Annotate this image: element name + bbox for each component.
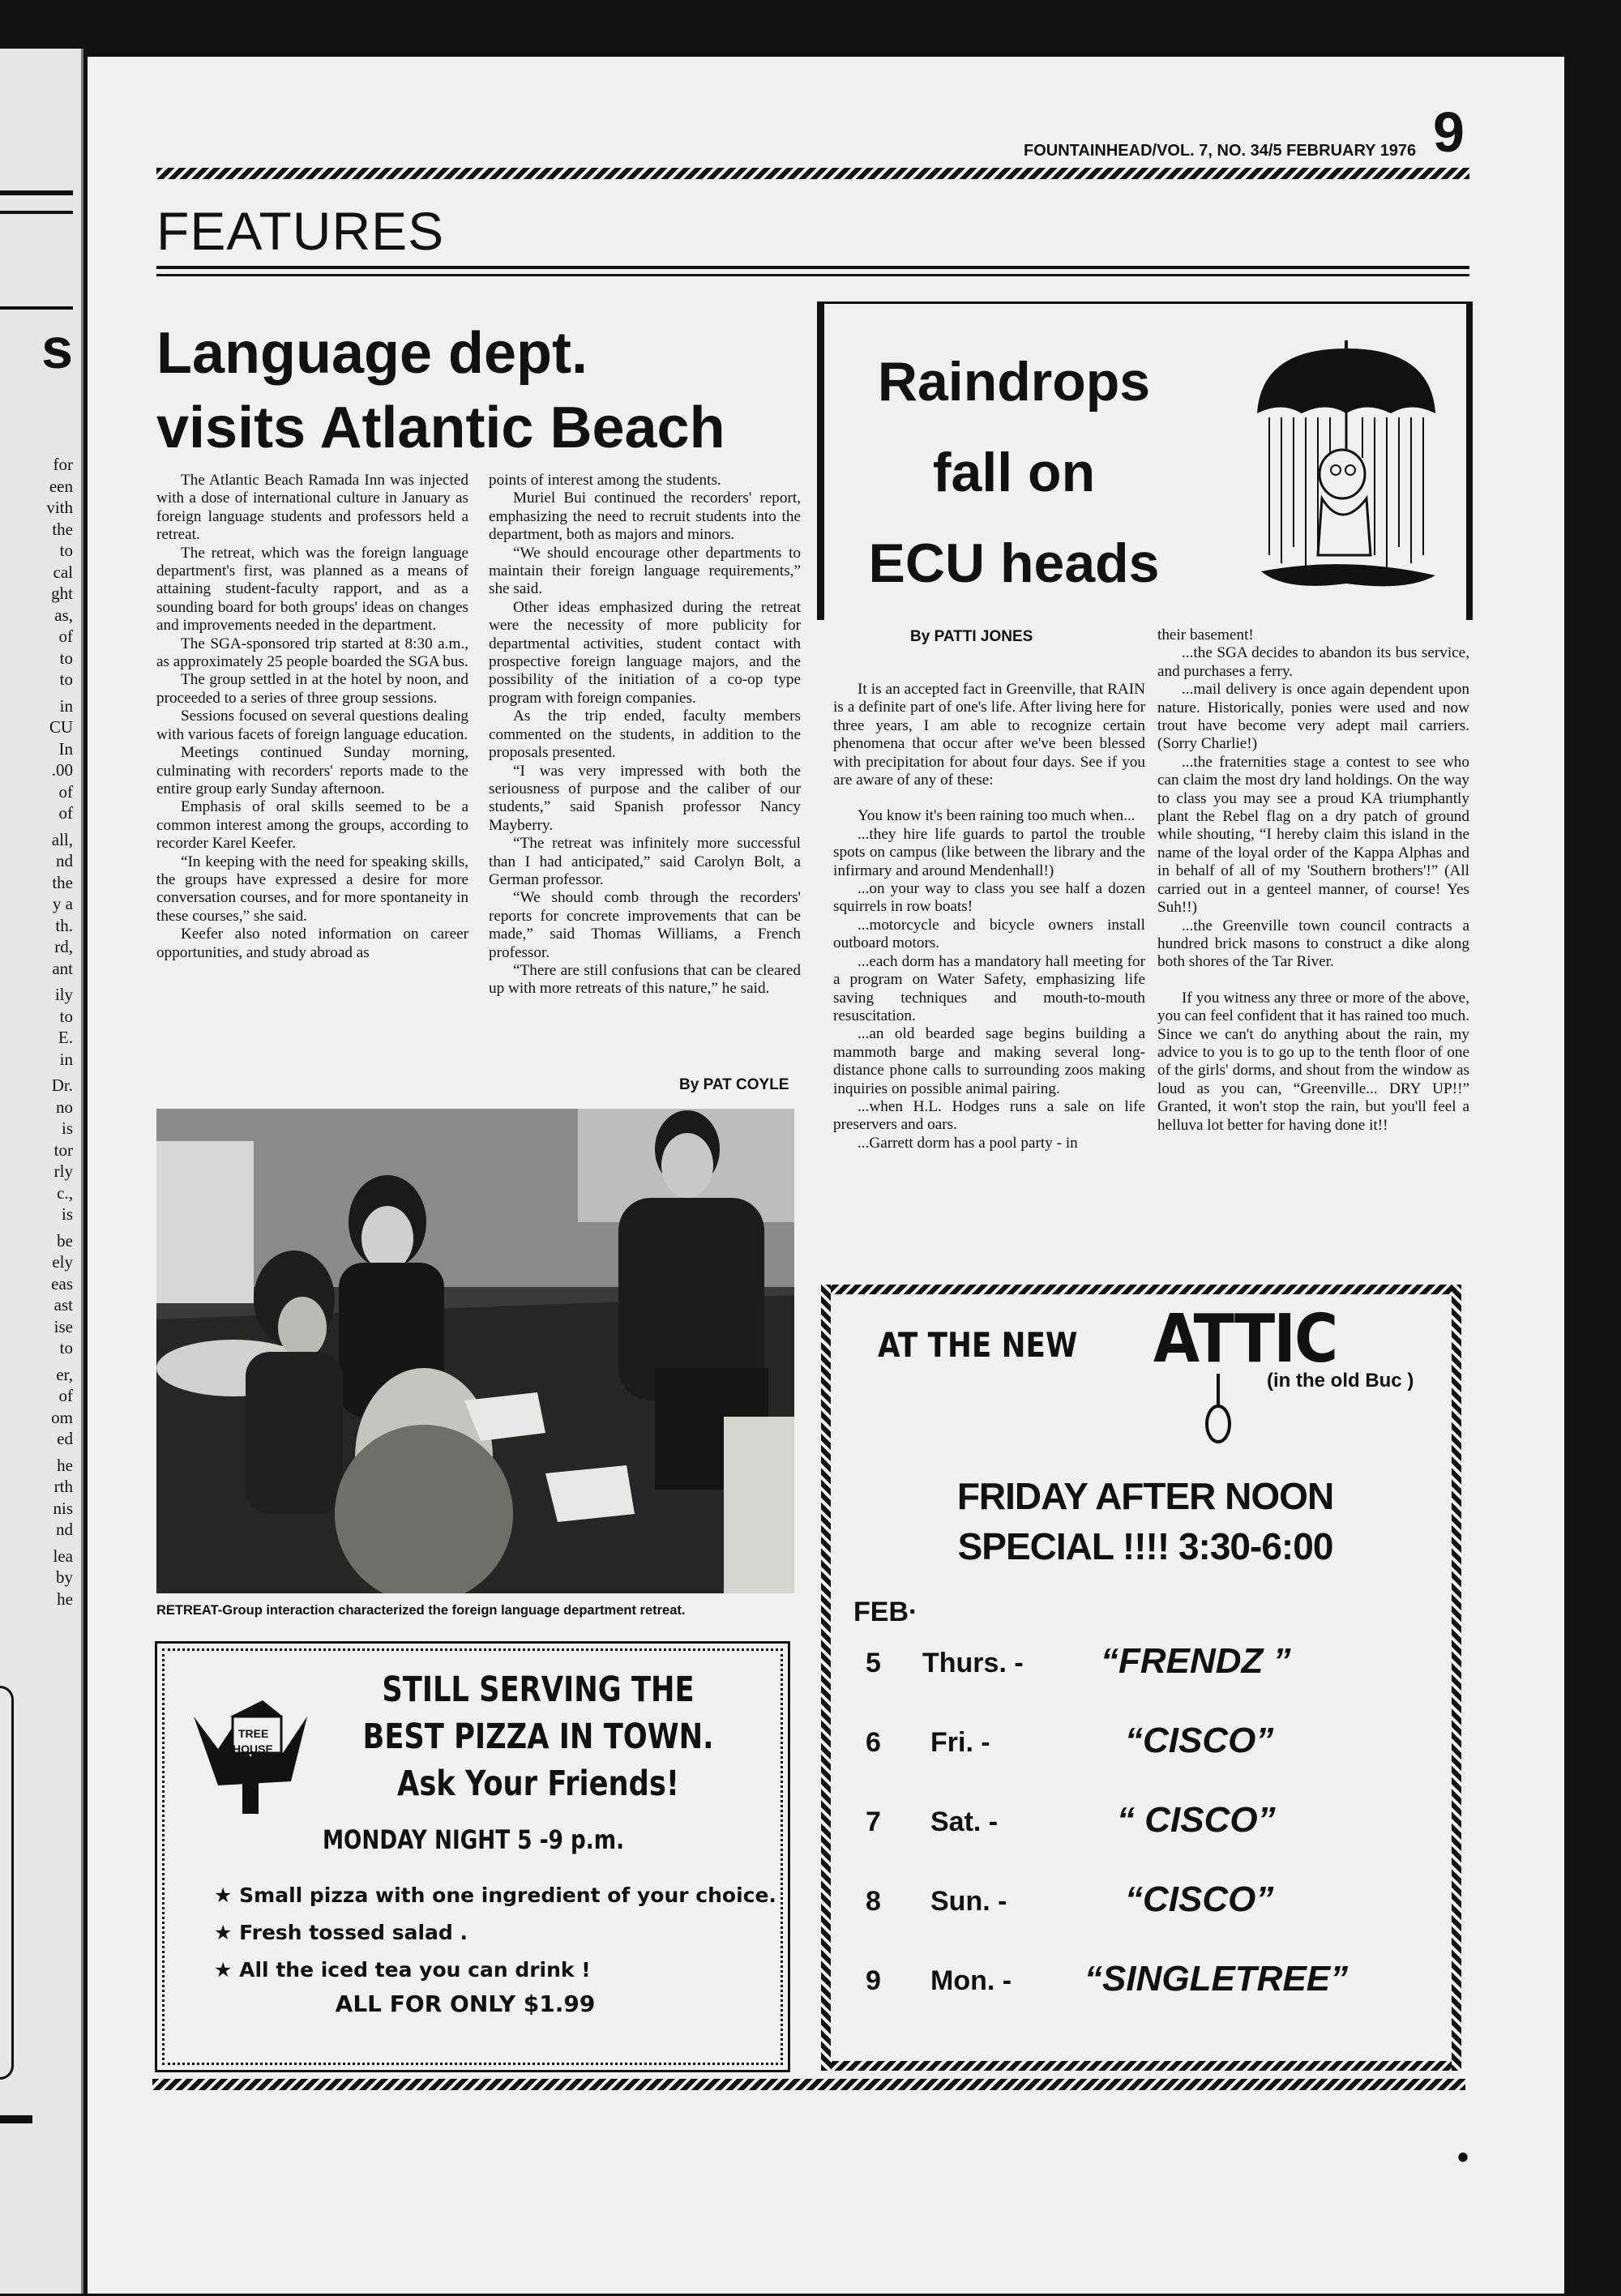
article2-byline: By PATTI JONES <box>910 628 1033 645</box>
prev-page-fragment: the <box>52 872 73 892</box>
pizza-ad-subhead: MONDAY NIGHT 5 -9 p.m. <box>322 1824 625 1855</box>
prev-page-fragment: nd <box>56 851 73 870</box>
prev-page-fragment: ast <box>53 1295 73 1315</box>
prev-page-rule <box>0 211 73 214</box>
attic-ad <box>821 1285 1461 2071</box>
schedule-day: 9 <box>866 1965 881 1996</box>
pizza-ad-item-text: Small pizza with one ingredient of your choice. <box>239 1883 776 1907</box>
tree-house-logo-text-top: TREE <box>238 1727 269 1740</box>
headline-line: Raindrops <box>877 351 1151 413</box>
prev-page-fragment: .00 <box>51 760 73 780</box>
pizza-ad-item-text: All the iced tea you can drink ! <box>239 1958 591 1982</box>
paragraph: The SGA-sponsored trip started at 8:30 a.m., as approximately 25 people boarded the SGA bus. <box>156 635 468 671</box>
prev-page-fragment: ed <box>57 1429 73 1448</box>
retreat-photo <box>156 1109 794 1593</box>
raindrops-headline <box>844 336 1184 609</box>
attic-ad-intro: AT THE NEW <box>878 1325 1078 1365</box>
paragraph: their basement! <box>1157 626 1254 643</box>
pizza-ad-item-text: Fresh tossed salad . <box>239 1921 468 1944</box>
prev-page-fragment: lea <box>53 1546 73 1566</box>
prev-page-fragment: to <box>59 1006 73 1026</box>
paragraph: You know it's been raining too much when... <box>858 807 1136 825</box>
paragraph: Emphasis of oral skills seemed to be a common interest among the groups, according to recorder Karel Keefer. <box>156 798 468 853</box>
prev-page-fragment: ant <box>52 958 73 978</box>
prev-page-fragment: tor <box>53 1139 73 1160</box>
prev-page-fragment: for <box>53 455 73 474</box>
page-number: 9 <box>1433 100 1465 164</box>
attic-ad-border-bottom <box>821 2061 1461 2071</box>
prev-page-fragment: th. <box>55 915 73 935</box>
paragraph: Muriel Bui continued the recorders' report, emphasizing the need to recruit students into the department, both as majors and minors. <box>489 490 801 544</box>
schedule-weekday: Thurs. - <box>922 1648 1024 1678</box>
article1-column-1 <box>156 472 468 962</box>
paragraph: Keefer also noted information on career opportunities, and study abroad as <box>156 926 468 961</box>
header-rope-rule <box>156 168 1469 179</box>
pizza-ad-item <box>214 1877 781 1914</box>
prev-page-fragment: ely <box>52 1252 73 1272</box>
pizza-headline-line: STILL SERVING THE <box>382 1670 695 1710</box>
schedule-row <box>866 1721 1449 1800</box>
headline-line: visits Atlantic Beach <box>156 395 725 460</box>
previous-page-edge <box>0 49 83 2294</box>
prev-page-fragment: no <box>56 1097 73 1117</box>
headline-line: ECU heads <box>868 532 1160 594</box>
attic-schedule <box>866 1641 1449 2038</box>
paragraph: The retreat, which was the foreign language department's first, was planned as a means of attaining student-faculty rapport, and as a sounding board for both groups' ideas on changes and improvements needed in the department. <box>156 544 468 635</box>
attic-logo: ATTIC <box>1153 1301 1337 1378</box>
pizza-ad <box>155 1641 790 2072</box>
schedule-band: “CISCO” <box>1125 1879 1274 1919</box>
prev-page-fragment: to <box>59 1338 73 1358</box>
schedule-row <box>866 1959 1449 2038</box>
paragraph: “In keeping with the need for speaking skills, the groups have expressed a desire for more conversation courses, and for more spontaneity in these courses,” she said. <box>156 853 468 925</box>
schedule-band: “SINGLETREE” <box>1084 1959 1349 1999</box>
attic-sublogo: (in the old Buc ) <box>1267 1370 1414 1392</box>
paragraph: ...Garrett dorm has a pool party - in <box>858 1134 1078 1152</box>
schedule-weekday: Fri. - <box>930 1727 990 1758</box>
prev-page-fragment: of <box>58 626 73 646</box>
pizza-headline-line: Ask Your Friends! <box>397 1764 679 1804</box>
pizza-ad-item <box>214 1914 781 1952</box>
article1-byline: By PAT COYLE <box>679 1076 789 1093</box>
paragraph: “We should comb through the recorders' reports for concrete improvements that can be made,” said Thomas Williams, a French professor. <box>489 889 801 961</box>
schedule-weekday: Mon. - <box>930 1965 1012 1996</box>
box-shadow-edge <box>1466 304 1473 620</box>
attic-special-line: FRIDAY AFTER NOON <box>956 1475 1334 1517</box>
prev-page-fragment: the <box>52 519 73 539</box>
prev-page-fragment: to <box>59 541 73 560</box>
headline-line: fall on <box>932 442 1096 503</box>
prev-page-fragment: by <box>56 1567 73 1587</box>
prev-page-fragment: c., <box>57 1182 73 1203</box>
paragraph: Other ideas emphasized during the retreat were the necessity of more publicity for departmental activities, student contact with prospective foreign language majors, and the possibility of the initiation of a co-op type program with foreign companies. <box>489 598 801 707</box>
section-title: FEATURES <box>156 201 445 261</box>
prev-page-fragment: rly <box>53 1161 73 1181</box>
schedule-day: 8 <box>866 1886 881 1917</box>
prev-page-fragment: rth <box>53 1477 73 1496</box>
paragraph: ...when H.L. Hodges runs a sale on life preservers and oars. <box>833 1097 1145 1134</box>
pizza-ad-item <box>214 1952 781 1989</box>
paragraph: “The retreat was infinitely more successful than I had anticipated,” said Carolyn Bolt, a German professor. <box>489 835 801 888</box>
prev-page-fragment: is <box>61 1204 73 1224</box>
prev-page-fragment: cal <box>53 562 73 582</box>
schedule-band: “FRENDZ ” <box>1101 1641 1291 1681</box>
schedule-weekday: Sun. - <box>930 1886 1007 1917</box>
article1-column-2 <box>489 472 801 998</box>
paragraph: ...on your way to class you see half a dozen squirrels in row boats! <box>833 880 1145 916</box>
paragraph: “I was very impressed with both the seriousness of purpose and the caliber of our students,” said Spanish professor Nancy Mayberry. <box>489 762 801 834</box>
prev-page-ad-border <box>0 1686 14 2080</box>
paragraph: The group settled in at the hotel by noon, and proceeded to a series of three group sessions. <box>156 671 468 707</box>
pizza-headline-line: BEST PIZZA IN TOWN. <box>362 1717 714 1757</box>
paragraph: ...an old bearded sage begins building a mammoth barge and making several long-distance phone calls to surrounding zoos making inquiries on possible animal pairing. <box>833 1025 1145 1097</box>
paragraph: ...the SGA decides to abandon its bus service, and purchases a ferry. <box>1157 644 1469 680</box>
prev-page-fragment: In <box>58 738 73 759</box>
prev-page-fragment: all, <box>51 829 73 849</box>
prev-page-fragment: to <box>59 669 73 689</box>
prev-page-fragment: in <box>59 1049 73 1069</box>
star-icon: ★ <box>214 1921 233 1944</box>
paragraph: Sessions focused on several questions dealing with various facets of foreign language education. <box>156 708 468 743</box>
prev-page-rule <box>0 2115 32 2123</box>
paragraph: ...each dorm has a mandatory hall meeting for a program on Water Safety, emphasizing life saving techniques and mouth-to-mouth resuscitation. <box>833 952 1145 1024</box>
newspaper-page <box>88 57 1564 2294</box>
prev-page-fragment: een <box>49 476 73 496</box>
prev-page-fragment: CU <box>49 717 73 737</box>
prev-page-fragment: to <box>59 648 73 668</box>
attic-ad-border-right <box>1452 1285 1461 2071</box>
prev-page-fragment: eas <box>51 1273 73 1293</box>
schedule-band: “ CISCO” <box>1117 1800 1276 1840</box>
footer-rope-rule <box>152 2079 1465 2090</box>
prev-page-fragment: rd, <box>54 937 73 956</box>
prev-page-fragment: y a <box>52 894 73 913</box>
headline-line: Language dept. <box>156 321 588 386</box>
tree-house-logo-text-bottom: HOUSE <box>233 1742 273 1755</box>
attic-special-line: SPECIAL !!!! 3:30-6:00 <box>957 1525 1333 1567</box>
pizza-ad-headline <box>359 1666 718 1807</box>
paragraph: If you witness any three or more of the above, you can feel confident that it has rained too much. Since we can't do anything about the rain, my advice to you is to go up to the tenth floor of one of the girls' dorms, and shout from the window as loud as you can, “Greenville... DRY UP!!” Granted, it won't stop the rain, but you'll feel a helluva lot better for having done it!! <box>1157 989 1469 1134</box>
schedule-day: 6 <box>866 1727 881 1758</box>
masthead-info: FOUNTAINHEAD/VOL. 7, NO. 34/5 FEBRUARY 1976 <box>1024 142 1417 160</box>
pizza-ad-items <box>214 1877 781 1989</box>
schedule-day: 5 <box>866 1648 881 1678</box>
prev-page-fragment: vith <box>46 498 73 517</box>
raindrops-headline-box <box>817 301 1473 620</box>
attic-ad-border-left <box>821 1285 831 2071</box>
page-corner-mark: • <box>1457 2140 1469 2175</box>
prev-page-rule <box>0 190 73 195</box>
prev-page-fragment: be <box>57 1230 73 1251</box>
article2-column-2 <box>1157 626 1469 1135</box>
paragraph: ...they hire life guards to partol the trouble spots on campus (like between the library and the infirmary and around Mendenhall!) <box>833 825 1145 879</box>
article2-column-1 <box>833 681 1145 1152</box>
prev-page-rule <box>0 306 73 310</box>
paragraph: It is an accepted fact in Greenville, that RAIN is a definite part of one's life. After living here for three years, I am able to recognize certain phenomena that occur after we've been blessed with precipitation for about four days. See if you are aware of any of these: <box>833 681 1145 789</box>
prev-page-fragment: Dr. <box>51 1075 73 1095</box>
section-rule-bottom <box>156 274 1469 276</box>
paragraph: ...the Greenville town council contracts a hundred brick masons to construct a dike along both shores of the Tar River. <box>1157 917 1469 971</box>
paragraph: ...the fraternities stage a contest to see who can claim the most dry land holdings. On the way to class you may see a proud KA triumphantly plant the Rebel flag on a dry patch of ground while shouting, “I hereby claim this island in the name of the loyal order of the Kappa Alphas and in behalf of all of my 'Southern brothers'!” (All carried out in a genteel manner, of course! Yes Suh!!) <box>1157 753 1469 917</box>
schedule-row <box>866 1641 1449 1721</box>
prev-page-fragment: er, <box>56 1364 73 1384</box>
retreat-photo-image <box>156 1109 794 1593</box>
prev-page-fragment: as, <box>54 605 73 625</box>
star-icon: ★ <box>214 1883 233 1907</box>
prev-page-fragment: of <box>58 1386 73 1405</box>
prev-page-fragment: E. <box>58 1028 73 1047</box>
prev-page-fragment: he <box>57 1455 73 1475</box>
attic-month: FEB· <box>853 1597 918 1627</box>
photo-caption: RETREAT-Group interaction characterized the foreign language department retreat. <box>156 1603 686 1618</box>
schedule-weekday: Sat. - <box>930 1806 999 1837</box>
box-edge <box>819 304 824 620</box>
prev-page-fragment: om <box>51 1407 73 1427</box>
paragraph: “We should encourage other departments to maintain their foreign language requirements,” she said. <box>489 544 801 598</box>
schedule-row <box>866 1800 1449 1879</box>
prev-page-fragment: ily <box>54 985 73 1004</box>
prev-page-fragment: nd <box>56 1520 73 1539</box>
paragraph: The Atlantic Beach Ramada Inn was injected with a dose of international culture in January as foreign language students and professors held a retreat. <box>156 472 468 544</box>
section-rule-top <box>156 266 1469 269</box>
paragraph: points of interest among the students. <box>489 472 721 489</box>
prev-page-fragment: nis <box>53 1498 73 1518</box>
paragraph: ...mail delivery is once again dependent upon nature. Historically, ponies were used and now trout have become very adept mail carriers. (Sorry Charlie!) <box>1157 681 1469 753</box>
schedule-band: “CISCO” <box>1125 1721 1274 1760</box>
paragraph: ...motorcycle and bicycle owners install outboard motors. <box>833 916 1145 952</box>
prev-page-fragment: ise <box>53 1316 73 1336</box>
paragraph: “There are still confusions that can be cleared up with more retreats of this nature,” he said. <box>489 961 801 998</box>
schedule-row <box>866 1879 1449 1959</box>
paragraph: Meetings continued Sunday morning, culminating with recorders' reports made to the entire group early Sunday afternoon. <box>156 744 468 797</box>
prev-page-headline-fragment: s <box>41 317 73 380</box>
star-icon: ★ <box>214 1958 233 1982</box>
paragraph: As the trip ended, faculty members commented on the students, in addition to the proposals presented. <box>489 708 801 762</box>
attic-ad-border-top <box>821 1285 1461 1294</box>
noose-icon <box>1202 1374 1234 1447</box>
prev-page-fragment: ght <box>51 584 73 603</box>
prev-page-fragment: he <box>57 1588 73 1609</box>
attic-special <box>886 1471 1405 1571</box>
pizza-ad-price: ALL FOR ONLY $1.99 <box>335 1990 596 2017</box>
schedule-day: 7 <box>866 1806 881 1837</box>
prev-page-fragment: is <box>61 1118 73 1138</box>
prev-page-fragment: of <box>58 803 73 823</box>
umbrella-rain-illustration-icon <box>1245 336 1448 596</box>
prev-page-fragment: of <box>58 781 73 802</box>
article-headline <box>156 316 870 465</box>
prev-page-fragment: in <box>59 695 73 716</box>
